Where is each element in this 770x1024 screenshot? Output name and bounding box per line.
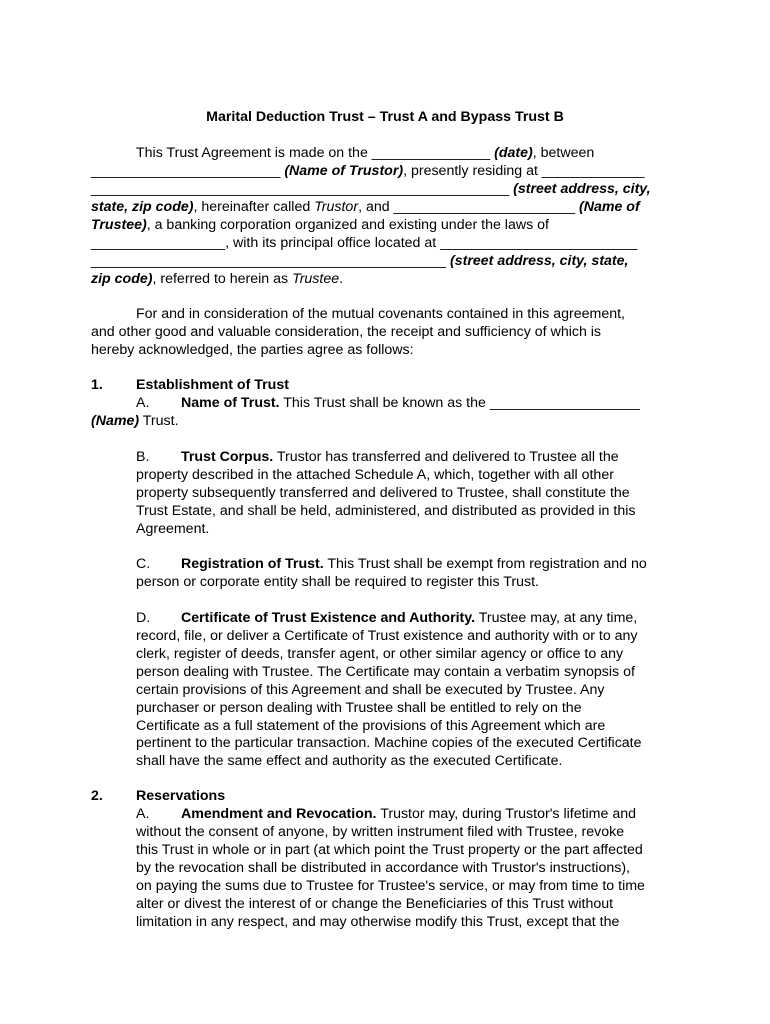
section-2a-letter: A. — [136, 806, 150, 822]
section-2a-line: alter or divest the interest of or change the Beneficiaries of this Trust without — [136, 896, 614, 912]
intro-text: , between — [532, 145, 595, 161]
intro-line-2 — [91, 162, 644, 180]
section-1a-line-2 — [91, 412, 179, 430]
section-2a-line: limitation in any respect, and may otherwise modify this Trust, except that the — [136, 914, 620, 930]
section-1a-text: Trust. — [139, 413, 179, 429]
section-1b-line: property subsequently transferred and delivered to Trustee, shall constitute the — [136, 485, 630, 501]
intro-line-6: _________________, with its principal office located at _________________________ — [91, 235, 638, 251]
intro-line-5 — [91, 216, 549, 234]
section-2a-line: on paying the sums due to Trustee for Trustee's service, or may from time to time — [136, 878, 645, 894]
consideration-line: hereby acknowledged, the parties agree as follows: — [91, 342, 414, 358]
address-label: (street address, city, state, — [450, 253, 629, 269]
consideration-line: For and in consideration of the mutual covenants contained in this agreement, — [136, 306, 625, 322]
section-1a-letter: A. — [136, 395, 150, 411]
section-1b-letter: B. — [136, 449, 150, 465]
trustor-name-label: (Name of Trustor) — [284, 163, 404, 179]
section-2a-line: without the consent of anyone, by written instrument filed with Trustee, revoke — [136, 824, 625, 840]
section-1b-heading: Trust Corpus. — [181, 449, 274, 465]
intro-text: This Trust Agreement is made on the _______________ — [136, 145, 495, 161]
trustor-term: Trustor — [314, 199, 359, 215]
section-2-heading: Reservations — [136, 788, 226, 804]
trustee-name-label: Trustee) — [91, 217, 147, 233]
section-1a-line-1 — [181, 394, 640, 412]
section-1a-text: This Trust shall be known as the ___________________ — [279, 395, 640, 411]
intro-text: _____________________________________________________ — [91, 181, 514, 197]
document-title: Marital Deduction Trust – Trust A and Bypass Trust B — [206, 109, 564, 125]
intro-line-4 — [91, 198, 640, 216]
section-1b-line: Agreement. — [136, 521, 210, 537]
section-1d-line: certain provisions of this Agreement and shall be executed by Trustee. Any — [136, 682, 605, 698]
section-2a-line: this Trust in whole or in part (at which point the Trust property or the part affected — [136, 842, 643, 858]
section-1c-text: This Trust shall be exempt from registration and no — [323, 556, 647, 572]
trustee-name-label: (Name of — [578, 199, 640, 215]
section-1d-line: record, file, or deliver a Certificate of Trust existence and authority with or to any — [136, 628, 638, 644]
intro-line-7 — [91, 252, 629, 270]
section-1-heading: Establishment of Trust — [136, 377, 289, 393]
intro-text: ________________________ — [91, 163, 285, 179]
section-1c-letter: C. — [136, 556, 151, 572]
trustee-term: Trustee — [292, 271, 340, 287]
section-1d-line: purchaser or person dealing with Trustee shall be entitled to rely on the — [136, 700, 582, 716]
address-label: (street address, city, — [513, 181, 651, 197]
section-1d-heading: Certificate of Trust Existence and Authority. — [181, 610, 476, 626]
section-1d-letter: D. — [136, 610, 151, 626]
intro-line-3 — [91, 180, 651, 198]
section-1d-line: shall have the same effect and authority as the executed Certificate. — [136, 753, 563, 769]
section-1d-line: Certificate as a full statement of the provisions of this Agreement which are — [136, 718, 606, 734]
section-1b-line-1 — [181, 448, 619, 466]
section-1d-line: clerk, register of deeds, transfer agent, or other similar agency or office to any — [136, 646, 624, 662]
date-label: (date) — [494, 145, 533, 161]
intro-line-1 — [136, 144, 594, 162]
section-2a-line-1 — [181, 805, 636, 823]
section-1d-line: person dealing with Trustee. The Certificate may contain a verbatim synopsis of — [136, 664, 635, 680]
address-label: state, zip code) — [91, 199, 194, 215]
section-2a-text: Trustor may, during Trustor's lifetime and — [376, 806, 637, 822]
section-1d-text: Trustee may, at any time, — [475, 610, 638, 626]
intro-text: , presently residing at _____________ — [403, 163, 645, 179]
intro-text: , and _______________________ — [358, 199, 579, 215]
intro-text: , hereinafter called — [193, 199, 315, 215]
section-1c-heading: Registration of Trust. — [181, 556, 324, 572]
section-1b-text: Trustor has transferred and delivered to Trustee all the — [273, 449, 619, 465]
section-1c-line: person or corporate entity shall be required to register this Trust. — [136, 574, 539, 590]
section-2a-heading: Amendment and Revocation. — [181, 806, 377, 822]
section-1d-line: pertinent to the particular transaction. Machine copies of the executed Certificate — [136, 735, 642, 751]
section-1d-line-1 — [181, 609, 637, 627]
intro-text: _____________________________________________ — [91, 253, 451, 269]
section-1c-line-1 — [181, 555, 647, 573]
intro-text: . — [339, 271, 344, 287]
section-1b-line: Trust Estate, and shall be held, administered, and distributed as provided in this — [136, 503, 636, 519]
trust-name-label: (Name) — [91, 413, 140, 429]
intro-text: , a banking corporation organized and existing under the laws of — [146, 217, 549, 233]
section-2-number: 2. — [91, 788, 103, 804]
intro-line-8 — [91, 270, 343, 288]
consideration-line: and other good and valuable consideration, the receipt and sufficiency of which is — [91, 324, 602, 340]
section-1a-heading: Name of Trust. — [181, 395, 280, 411]
section-1b-line: property described in the attached Schedule A, which, together with all other — [136, 467, 614, 483]
intro-text: , referred to herein as — [152, 271, 293, 287]
section-2a-line: by the revocation shall be distributed in accordance with Trustor's instructions), — [136, 860, 630, 876]
section-1-number: 1. — [91, 377, 103, 393]
address-label: zip code) — [91, 271, 153, 287]
